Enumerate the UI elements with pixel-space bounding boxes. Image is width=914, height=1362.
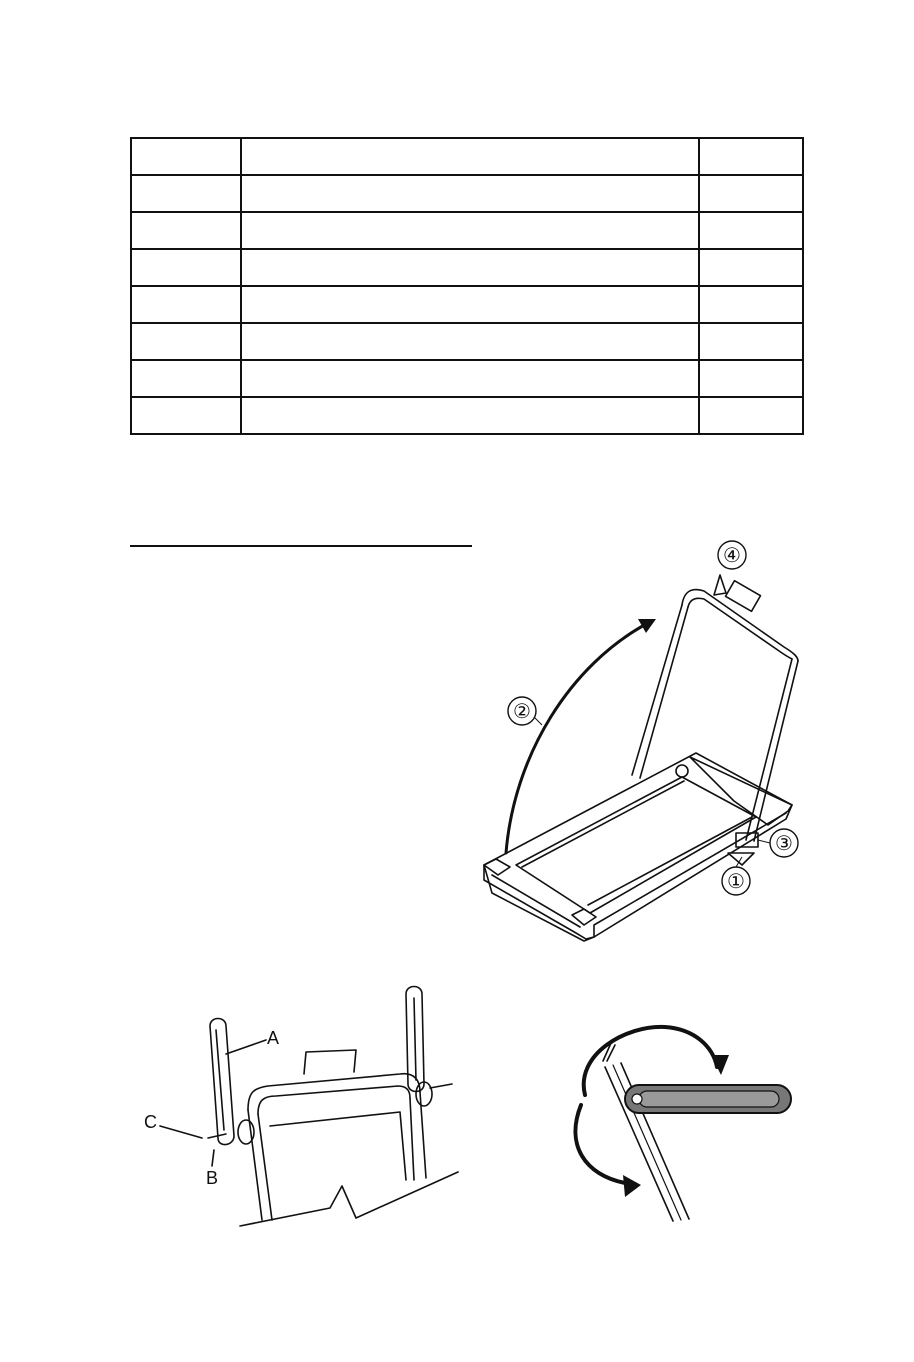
table-cell [699,323,803,360]
ground-line [240,1172,458,1226]
table-cell [131,138,241,175]
table-cell [131,397,241,434]
table-row [131,286,803,323]
table-row [131,212,803,249]
table-row [131,323,803,360]
table-cell [131,249,241,286]
table-cell [699,360,803,397]
callout-4: ④ [723,543,741,567]
table-row [131,360,803,397]
table-cell [241,360,699,397]
table-cell [241,175,699,212]
rotate-arrow-bottom [575,1105,625,1183]
parts-table [130,137,804,435]
table-cell [241,286,699,323]
motor-hood [690,757,792,825]
table-cell [699,249,803,286]
table-cell [699,286,803,323]
label-a: A [267,1028,280,1048]
table-cell [241,138,699,175]
table-cell [699,212,803,249]
table-cell [131,212,241,249]
parts-table-body [131,138,803,434]
table-cell [699,397,803,434]
upright-top [682,590,798,661]
table-cell [131,360,241,397]
table-row [131,138,803,175]
table-row [131,175,803,212]
table-cell [241,249,699,286]
label-b: B [206,1168,219,1188]
label-c: C [144,1112,157,1132]
table-row [131,397,803,434]
treadmill-unfold-figure [470,535,800,955]
upright-left [632,605,682,775]
table-cell [241,397,699,434]
callout-2: ② [513,699,531,723]
handle-left [210,1019,234,1145]
table-cell [699,175,803,212]
table-cell [241,212,699,249]
running-belt [516,777,756,913]
table-cell [699,138,803,175]
table-cell [241,323,699,360]
handle-rotation-figure [545,1015,800,1225]
table-cell [131,286,241,323]
table-row [131,249,803,286]
section-rule [130,545,472,547]
handle-assembly-figure [130,980,470,1240]
table-cell [131,175,241,212]
callout-3: ③ [775,831,793,855]
fold-up-arrow [506,623,648,853]
callout-1: ① [727,869,745,893]
table-cell [131,323,241,360]
